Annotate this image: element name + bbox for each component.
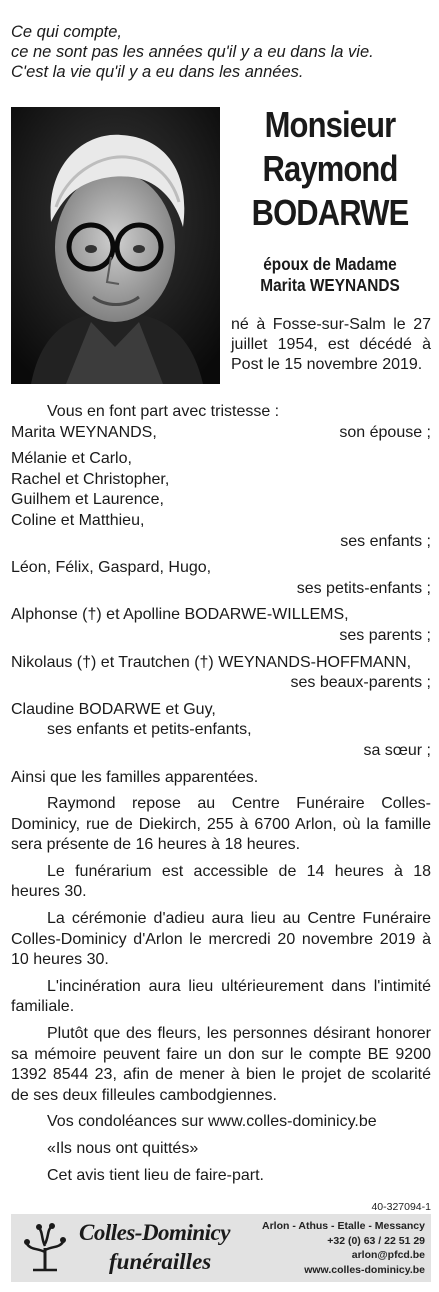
condolences-line: Vos condoléances sur www.colles-dominicy.be: [47, 1113, 377, 1131]
repose-paragraph: Raymond repose au Centre Funéraire Colles-Dominicy, rue de Diekirch, 255 à 6700 Arlon, où la famille sera présente de 16 heures à 18 heures.: [11, 795, 431, 854]
grandchildren-role: ses petits-enfants ;: [296, 579, 431, 597]
website: www.colles-dominicy.be: [304, 1263, 425, 1276]
email-address: arlon@pfcd.be: [351, 1249, 425, 1261]
parents-names: Alphonse (†) et Apolline BODARWE-WILLEMS,: [11, 606, 349, 624]
section-line: «Ils nous ont quittés»: [47, 1140, 199, 1157]
spouse-line-1: époux de Madame: [263, 254, 397, 274]
brand-name: Colles-Dominicy: [79, 1220, 230, 1245]
family-spouse-role: son épouse ;: [339, 423, 431, 441]
quote-line-1: Ce qui compte,: [11, 23, 122, 41]
family-grandchildren: [11, 558, 431, 599]
children-role: ses enfants ;: [340, 532, 431, 550]
notice-line: Cet avis tient lieu de faire-part.: [47, 1166, 264, 1184]
portrait-illustration: [11, 107, 220, 384]
deceased-last-name: BODARWE: [251, 192, 409, 233]
ceremony-paragraph: La cérémonie d'adieu aura lieu au Centre Funéraire Colles-Dominicy d'Arlon le mercredi 20 novembre 2019 à 10 heures 30.: [11, 910, 431, 969]
flowers-paragraph: Plutôt que des fleurs, les personnes désirant honorer sa mémoire peuvent faire un don sur le compte BE 9200 1392 8544 23, afin de mener à bien le projet de scolarité de ses deux filleules cambodgiennes.: [11, 1025, 431, 1104]
deceased-first-name: Raymond: [262, 148, 398, 189]
family-sister: [11, 700, 431, 762]
child-entry: Rachel et Christopher,: [11, 470, 170, 488]
inlaws-names: Nikolaus (†) et Trautchen (†) WEYNANDS-HOFFMANN,: [11, 653, 412, 671]
parents-role: ses parents ;: [339, 626, 431, 644]
grandchildren-names: Léon, Félix, Gaspard, Hugo,: [11, 559, 212, 577]
birth-death-text: né à Fosse-sur-Salm le 27 juillet 1954, est décédé à Post le 15 novembre 2019.: [231, 316, 431, 373]
family-inlaws: [11, 653, 431, 694]
brand-tagline: funérailles: [109, 1249, 212, 1274]
quote-line-3: C'est la vie qu'il y a eu dans les années.: [11, 63, 304, 81]
family-spouse-row: [11, 423, 431, 444]
locations: Arlon - Athus - Etalle - Messancy: [262, 1220, 425, 1232]
funerarium-paragraph: Le funérarium est accessible de 14 heures à 18 heures 30.: [11, 862, 431, 901]
announce-line: Vous en font part avec tristesse :: [47, 403, 280, 420]
deceased-name: [241, 103, 418, 235]
funeral-home-footer: [11, 1214, 431, 1282]
deceased-title: Monsieur: [264, 104, 396, 145]
family-spouse-name: Marita WEYNANDS,: [11, 423, 157, 441]
phone-number: +32 (0) 63 / 22 51 29: [327, 1234, 425, 1247]
contact-info: [255, 1219, 425, 1277]
family-parents: [11, 605, 431, 646]
quote-line-2: ce ne sont pas les années qu'il y a eu dans la vie.: [11, 43, 374, 61]
sister-role: sa sœur ;: [363, 741, 431, 759]
spouse-mention: [240, 254, 420, 296]
sister-sub: ses enfants et petits-enfants,: [47, 721, 252, 739]
tree-logo-icon: [19, 1222, 71, 1274]
child-entry: Coline et Matthieu,: [11, 511, 145, 529]
announcement-body: [11, 402, 431, 1186]
child-entry: Mélanie et Carlo,: [11, 450, 132, 468]
cremation-paragraph: L'incinération aura lieu ultérieurement dans l'intimité familiale.: [11, 977, 431, 1016]
sister-names: Claudine BODARWE et Guy,: [11, 700, 216, 718]
epigraph-quote: [11, 22, 436, 82]
inlaws-role: ses beaux-parents ;: [290, 674, 431, 692]
family-children: [11, 449, 431, 552]
child-entry: Guilhem et Laurence,: [11, 491, 164, 509]
relatives-line: Ainsi que les familles apparentées.: [11, 768, 259, 786]
reference-number: 40-327094-1: [371, 1201, 431, 1213]
spouse-line-2: Marita WEYNANDS: [260, 275, 400, 295]
portrait-photo: [11, 107, 220, 384]
